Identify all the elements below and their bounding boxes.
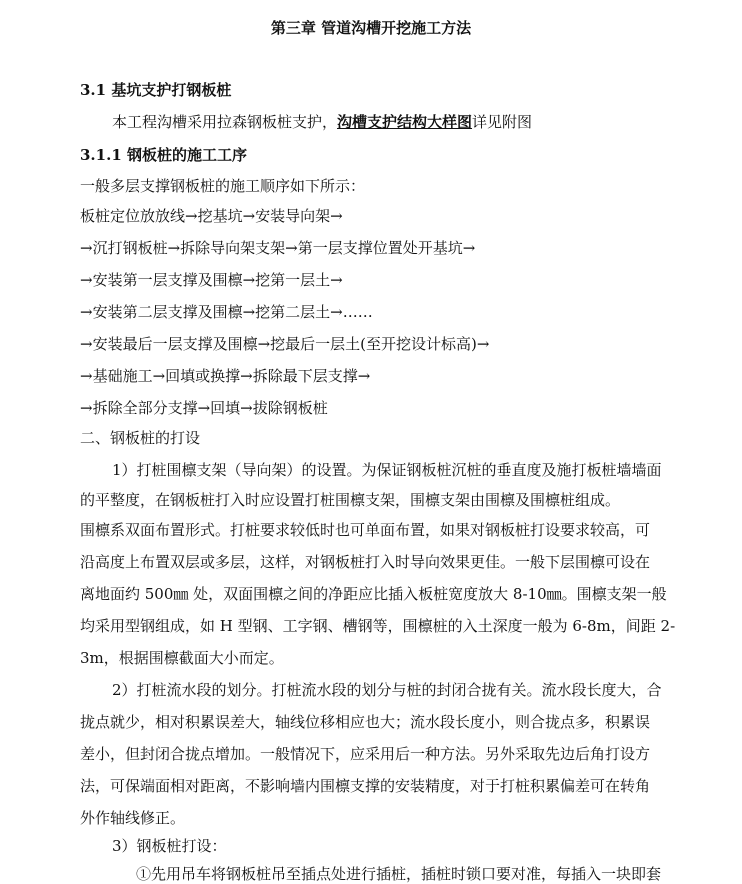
structure-drawing-link[interactable]: 沟槽支护结构大样图 <box>337 113 473 131</box>
section-2-heading: 二、钢板桩的打设 <box>80 429 201 447</box>
paragraph-2-line: 拢点就少，相对积累误差大，轴线位移相应也大；流水段长度小，则合拢点多，积累误 <box>80 713 651 731</box>
sequence-intro: 一般多层支撑钢板桩的施工顺序如下所示： <box>80 177 366 195</box>
chapter-title: 第三章 管道沟槽开挖施工方法 <box>270 19 472 37</box>
heading-3-1-1: 3.1.1 钢板桩的施工工序 <box>80 146 247 164</box>
sequence-step: →安装第二层支撑及围檩→挖第二层土→…… <box>80 303 373 321</box>
sequence-step: →基础施工→回填或换撑→拆除最下层支撑→ <box>80 367 371 385</box>
paragraph-2-line: 外作轴线修正。 <box>80 809 186 827</box>
paragraph-2-line: 法，可保端面相对距离，不影响墙内围檩支撑的安装精度，对于打桩积累偏差可在转角 <box>80 777 651 795</box>
paragraph-1-line: 的平整度，在钢板桩打入时应设置打桩围檩支架，围檩支架由围檩及围檩桩组成。 <box>80 491 621 509</box>
paragraph-3-item-1: ①先用吊车将钢板桩吊至插点处进行插桩，插桩时锁口要对准，每插入一块即套 <box>136 865 662 883</box>
sequence-step: →沉打钢板桩→拆除导向架支架→第一层支撑位置处开基坑→ <box>80 239 476 257</box>
paragraph-2-line: 差小，但封闭合拢点增加。一般情况下，应采用后一种方法。另外采取先边后角打设方 <box>80 745 651 763</box>
intro-text-a: 本工程沟槽采用拉森钢板桩支护， <box>112 113 338 131</box>
intro-text-b: 详见附图 <box>472 113 533 131</box>
paragraph-1-line: 离地面约 500㎜ 处，双面围檩之间的净距应比插入板桩宽度放大 8-10㎜。围檩支架一般 <box>80 585 667 603</box>
sequence-step: →安装最后一层支撑及围檩→挖最后一层土(至开挖设计标高)→ <box>80 335 490 353</box>
paragraph-3-heading: 3）钢板桩打设： <box>112 837 227 855</box>
sequence-step: →拆除全部分支撑→回填→拔除钢板桩 <box>80 399 328 417</box>
intro-paragraph <box>112 112 532 132</box>
sequence-step: 板桩定位放放线→挖基坑→安装导向架→ <box>80 207 343 225</box>
paragraph-2-line: 2）打桩流水段的划分。打桩流水段的划分与桩的封闭合拢有关。流水段长度大，合 <box>112 681 662 699</box>
paragraph-1-line: 1）打桩围檩支架（导向架）的设置。为保证钢板桩沉桩的垂直度及施打板桩墙墙面 <box>112 461 662 479</box>
sequence-step: →安装第一层支撑及围檩→挖第一层土→ <box>80 271 343 289</box>
paragraph-1-line: 3m，根据围檩截面大小而定。 <box>80 649 284 667</box>
paragraph-1-line: 均采用型钢组成，如 H 型钢、工字钢、槽钢等，围檩桩的入土深度一般为 6-8m，间距 2- <box>80 617 676 635</box>
paragraph-1-line: 沿高度上布置双层或多层，这样，对钢板桩打入时导向效果更佳。一般下层围檩可设在 <box>80 553 651 571</box>
heading-3-1: 3.1 基坑支护打钢板桩 <box>80 81 232 99</box>
paragraph-1-line: 围檩系双面布置形式。打桩要求较低时也可单面布置，如果对钢板桩打设要求较高，可 <box>80 521 651 539</box>
